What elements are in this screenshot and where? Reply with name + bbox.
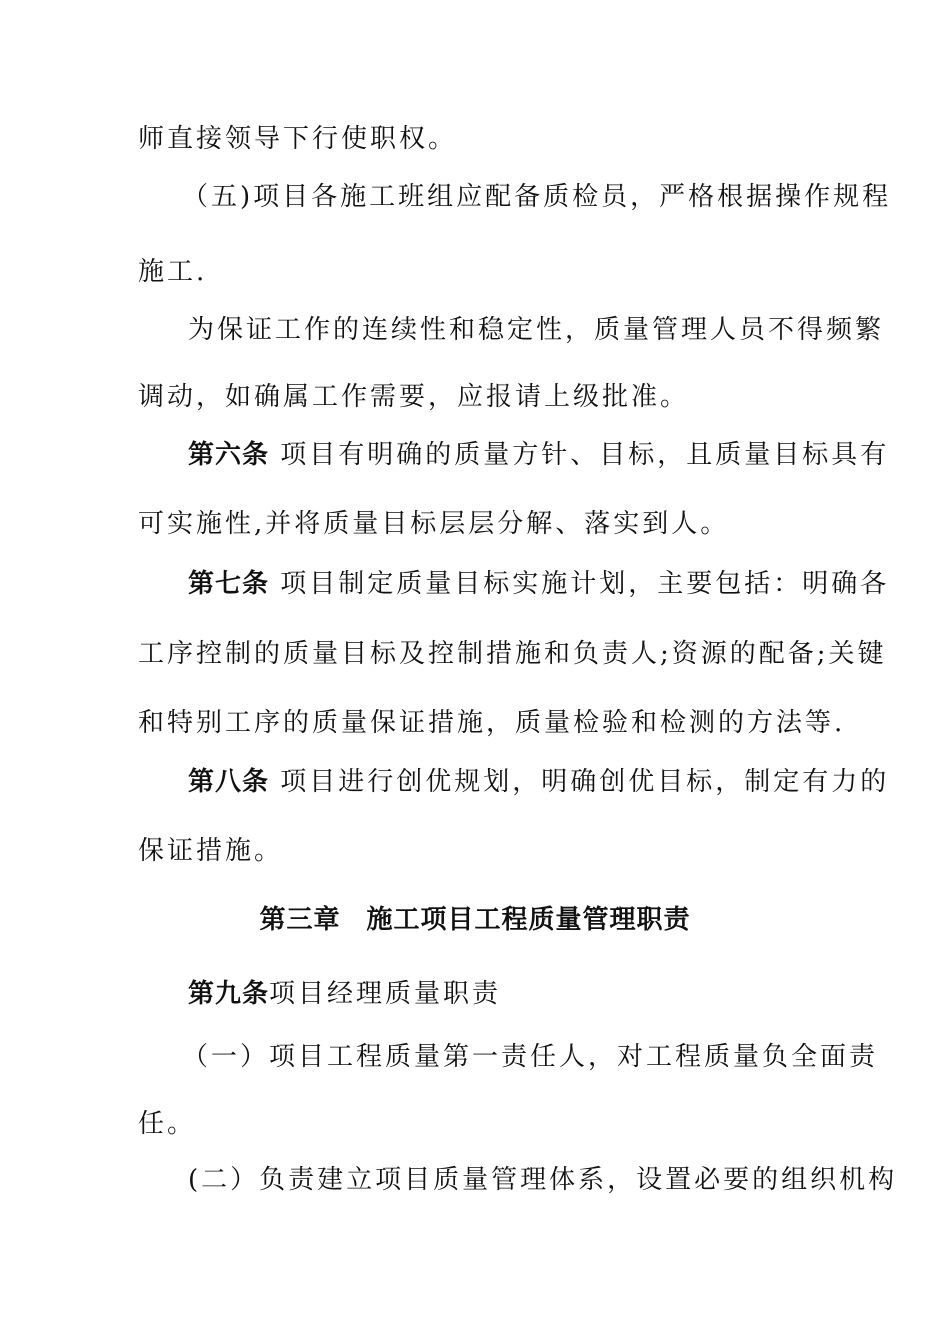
paragraph-line: 调动，如确属工作需要，应报请上级批准。 — [138, 382, 690, 412]
paragraph-line: （五)项目各施工班组应配备质检员，严格根据操作规程 — [182, 182, 892, 212]
paragraph-line: 为保证工作的连续性和稳定性，质量管理人员不得频繁 — [188, 315, 885, 345]
article-label: 第八条 — [188, 767, 270, 797]
paragraph-line: 工序控制的质量目标及控制措施和负责人;资源的配备;关键 — [138, 639, 887, 669]
chapter-number: 第三章 — [259, 905, 341, 935]
article-label: 第九条 — [188, 979, 270, 1009]
chapter-title: 施工项目工程质量管理职责 — [366, 905, 691, 935]
paragraph-line: 和特别工序的质量保证措施，质量检验和检测的方法等. — [138, 708, 846, 738]
paragraph-line: 师直接领导下行使职权。 — [138, 124, 458, 154]
list-item-line: (二）负责建立项目质量管理体系，设置必要的组织机构 — [188, 1165, 898, 1195]
article-label: 第六条 — [188, 440, 270, 470]
list-item-line: 任。 — [138, 1109, 197, 1139]
article-6-line — [188, 438, 889, 472]
list-item-line: （一）项目工程质量第一责任人，对工程质量负全面责 — [182, 1042, 879, 1072]
article-7-line — [188, 567, 889, 601]
article-9-line — [188, 977, 501, 1011]
chapter-heading — [0, 903, 950, 937]
article-label: 第七条 — [188, 569, 270, 599]
article-text: 项目有明确的质量方针、目标，且质量目标具有 — [269, 440, 890, 470]
article-text: 项目制定质量目标实施计划，主要包括：明确各 — [269, 569, 890, 599]
article-text: 项目经理质量职责 — [269, 979, 502, 1009]
article-8-line — [188, 765, 889, 799]
paragraph-line: 保证措施。 — [138, 836, 284, 866]
paragraph-line: 施工. — [138, 257, 208, 287]
article-text: 项目进行创优规划，明确创优目标，制定有力的 — [269, 767, 890, 797]
paragraph-line: 可实施性,并将质量目标层层分解、落实到人。 — [138, 509, 730, 539]
